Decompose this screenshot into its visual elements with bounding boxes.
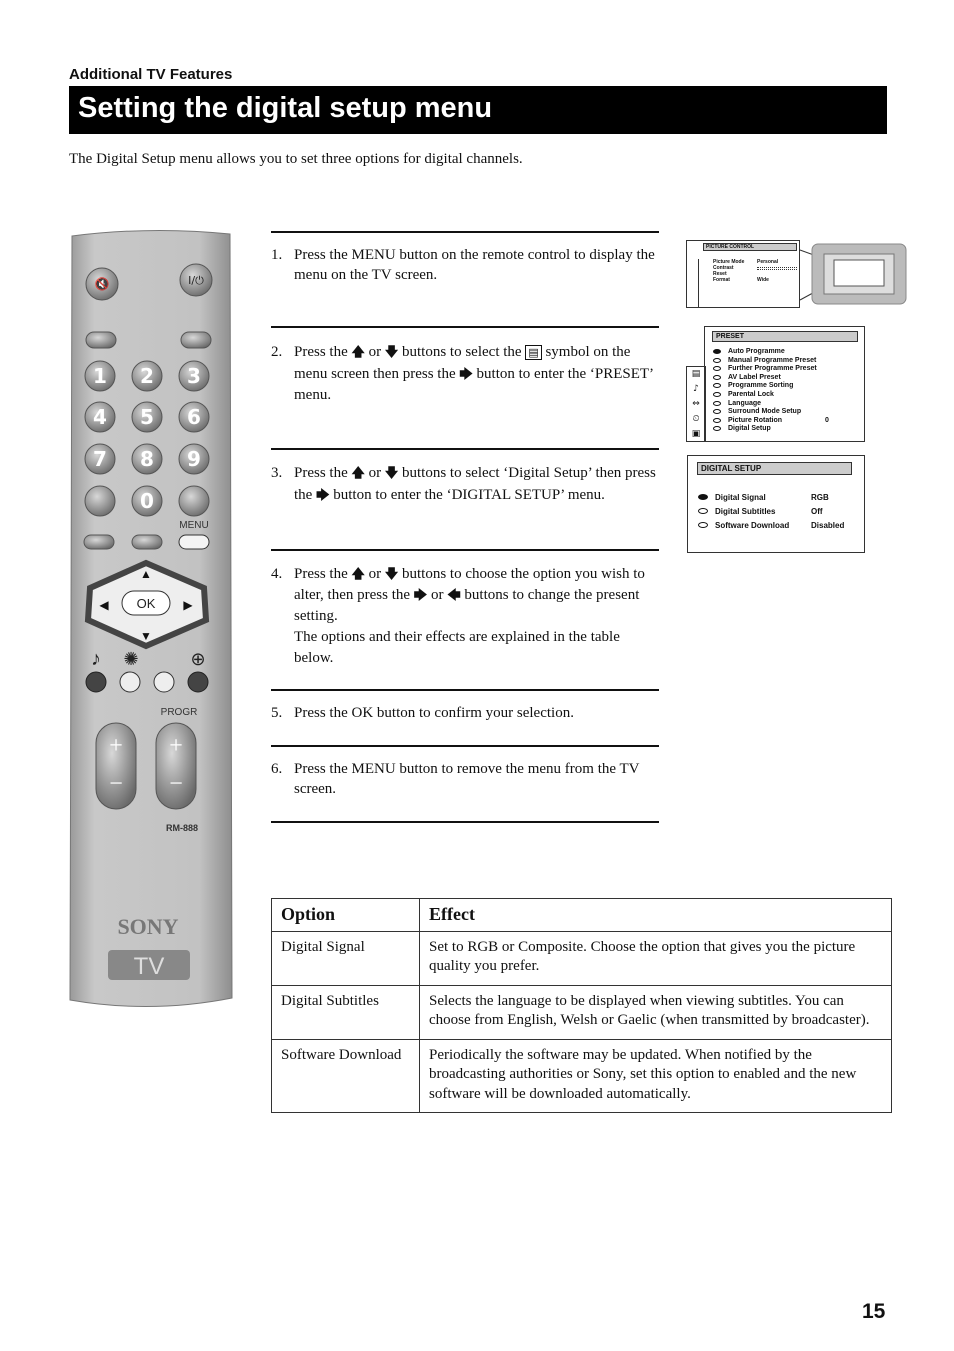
remote-digit-label: 0 — [140, 489, 154, 513]
svg-text:−: − — [169, 771, 183, 797]
screen-row-label: Digital Subtitles — [715, 507, 776, 516]
screen-header: PICTURE CONTROL — [703, 243, 797, 251]
remote-progr-label: PROGR — [160, 707, 198, 718]
step-text: or — [364, 344, 385, 360]
table-row — [272, 1039, 892, 1113]
step-text: button to enter the ‘PRESET’ menu. — [294, 365, 653, 403]
intro-text: The Digital Setup menu allows you to set three options for digital channels. — [69, 151, 523, 167]
step-text: buttons to choose the option you wish to alter, then press the — [294, 566, 645, 603]
remote-ok-label: OK — [136, 596, 156, 611]
up-arrow-icon: 🡅 — [351, 345, 365, 360]
title-bar — [69, 86, 887, 134]
step-number: 5. — [271, 705, 283, 721]
remote-digit-label: 1 — [93, 364, 107, 388]
step-text: buttons to select the — [398, 344, 526, 360]
preset-bullet — [713, 426, 721, 433]
remote-tv-label: TV — [133, 953, 165, 980]
preset-menu-item: Surround Mode Setup — [728, 408, 802, 416]
step-6 — [271, 759, 659, 799]
preset-menu-item: Picture Rotation — [728, 416, 783, 424]
remote-brand: SONY — [117, 914, 179, 939]
page-number: 15 — [862, 1300, 886, 1323]
screen-row-label: Digital Signal — [715, 493, 766, 502]
preset-menu-item: Manual Programme Preset — [728, 356, 817, 364]
svg-text:I/⏻: I/⏻ — [188, 274, 204, 287]
screen-row-value: Off — [811, 507, 823, 516]
svg-text:−: − — [109, 771, 123, 797]
down-arrow-icon: 🡇 — [384, 567, 399, 582]
remote-model-label: RM-888 — [166, 823, 199, 833]
preset-screen — [686, 326, 866, 443]
option-cell: Digital Subtitles — [272, 985, 420, 1039]
step-text: Press the — [294, 344, 352, 360]
step-divider — [271, 231, 659, 233]
preset-menu-item: Parental Lock — [728, 391, 774, 398]
preset-bullet — [713, 392, 721, 399]
step-text: button to enter the ‘DIGITAL SETUP’ menu. — [329, 486, 605, 503]
picture-rotation-value: 0 — [825, 417, 829, 424]
svg-text:+: + — [169, 733, 183, 759]
preset-bullet — [713, 409, 721, 416]
preset-bullet — [713, 349, 721, 356]
section-label: Additional TV Features — [69, 66, 233, 83]
right-arrow-icon: 🡆 — [413, 588, 428, 603]
remote-menu-label: MENU — [179, 520, 209, 531]
column-header-option: Option — [272, 899, 420, 932]
preset-menu-item: Auto Programme — [728, 348, 785, 355]
step-divider — [271, 326, 659, 328]
step-divider — [271, 821, 659, 823]
svg-text:+: + — [109, 733, 123, 759]
svg-text:▶: ▶ — [183, 598, 193, 612]
step-number: 2. — [271, 344, 283, 360]
left-arrow-icon: 🡄 — [447, 588, 461, 603]
screen-row-label: Picture Mode — [713, 259, 745, 265]
preset-bullet — [713, 366, 721, 373]
screen-header: DIGITAL SETUP — [697, 462, 852, 475]
preset-menu-item: Digital Setup — [728, 425, 771, 433]
screen-row-value: Disabled — [811, 521, 845, 530]
step-divider — [271, 689, 659, 691]
preset-menu-item: AV Label Preset — [728, 373, 781, 381]
svg-text:✺: ✺ — [123, 649, 139, 669]
options-table — [271, 898, 892, 1113]
svg-text:▼: ▼ — [140, 629, 152, 643]
svg-text:🔇: 🔇 — [94, 277, 110, 291]
remote-digit-label: 3 — [187, 364, 201, 388]
effect-cell: Set to RGB or Composite. Choose the option that gives you the picture quality you prefer. — [420, 931, 892, 985]
contrast-slider — [757, 267, 797, 270]
table-row — [272, 931, 892, 985]
step-text: Press the OK button to confirm your selection. — [294, 705, 574, 721]
option-cell: Digital Signal — [272, 931, 420, 985]
remote-control-illustration — [66, 228, 236, 1010]
step-number: 1. — [271, 247, 283, 263]
step-text: symbol on the menu screen then press the — [294, 344, 631, 382]
step-divider — [271, 448, 659, 450]
right-arrow-icon: 🡆 — [316, 487, 330, 503]
remote-round-button — [179, 486, 209, 516]
screen-row-value: RGB — [811, 493, 829, 502]
step-number: 3. — [271, 465, 283, 481]
step-text: buttons to select ‘Digital Setup’ then press the — [294, 465, 656, 503]
step-text: or — [364, 566, 385, 582]
digital-setup-screen — [687, 455, 865, 553]
preset-bullet — [713, 418, 721, 425]
step-text: or — [364, 465, 385, 481]
preset-symbol-icon: ▤ — [525, 345, 541, 360]
down-arrow-icon: 🡇 — [384, 466, 399, 481]
step-5 — [271, 703, 659, 723]
svg-text:◀: ◀ — [99, 598, 109, 612]
step-divider — [271, 745, 659, 747]
screen-header: PRESET — [712, 331, 858, 342]
screen-row-label: Contrast — [713, 265, 734, 271]
table-row — [272, 985, 892, 1039]
remote-digit-label: 7 — [93, 447, 107, 471]
step-number: 6. — [271, 761, 283, 777]
remote-digit-label: 6 — [187, 405, 201, 429]
remote-round-button — [85, 486, 115, 516]
step-4 — [271, 564, 659, 669]
step-2 — [271, 342, 659, 407]
preset-bullet — [713, 375, 721, 382]
remote-digit-label: 4 — [93, 405, 107, 429]
screen-row-label: Reset — [713, 271, 727, 277]
option-cell: Software Download — [272, 1039, 420, 1113]
remote-digit-label: 2 — [140, 364, 154, 388]
svg-text:⊕: ⊕ — [190, 649, 206, 669]
svg-text:♪: ♪ — [91, 648, 101, 670]
remote-digit-label: 8 — [140, 447, 154, 471]
step-text: buttons to change the present setting. — [294, 587, 640, 624]
step-text: The options and their effects are explained in the table below. — [294, 629, 620, 666]
preset-bullet — [713, 358, 721, 365]
screen-row-label: Software Download — [715, 521, 790, 530]
down-arrow-icon: 🡇 — [384, 345, 399, 360]
screen-row-label: Format — [713, 277, 730, 283]
preset-menu-item: Further Programme Preset — [728, 365, 817, 373]
step-text: Press the MENU button to remove the menu from the TV screen. — [294, 761, 640, 797]
up-arrow-icon: 🡅 — [351, 466, 365, 481]
screen-icon-column — [687, 259, 699, 307]
step-text: Press the MENU button on the remote control to display the menu on the TV screen. — [294, 247, 655, 283]
screen-icon-column: ▤ ♪ ⇔ ⏲ ▣ — [686, 366, 706, 442]
svg-text:▲: ▲ — [140, 567, 152, 581]
page-title: Setting the digital setup menu — [78, 92, 493, 124]
step-text: Press the — [294, 465, 352, 481]
step-3 — [271, 463, 659, 506]
tv-set-illustration — [798, 242, 908, 306]
effect-cell: Periodically the software may be updated. When notified by the broadcasting authorities or Sony, set this option to enabled and the new software will be downloaded automatically. — [420, 1039, 892, 1113]
step-divider — [271, 549, 659, 551]
remote-digit-label: 9 — [187, 447, 201, 471]
column-header-effect: Effect — [420, 899, 892, 932]
effect-cell: Selects the language to be displayed when viewing subtitles. You can choose from English, Welsh or Gaelic (when transmitted by broadcaster). — [420, 985, 892, 1039]
right-arrow-icon: 🡆 — [459, 366, 473, 382]
preset-bullet — [713, 401, 721, 408]
screen-row-value: Wide — [757, 277, 769, 283]
picture-control-screen — [686, 240, 800, 308]
table-header-row — [272, 899, 892, 932]
preset-menu-item: Language — [728, 399, 762, 407]
preset-bullet — [713, 383, 721, 390]
step-text: or — [427, 587, 448, 603]
step-1 — [271, 245, 659, 285]
preset-menu-item: Programme Sorting — [728, 382, 794, 390]
step-number: 4. — [271, 566, 283, 582]
step-text: Press the — [294, 566, 352, 582]
up-arrow-icon: 🡅 — [351, 567, 365, 582]
screen-row-value: Personal — [757, 259, 779, 265]
remote-digit-label: 5 — [140, 405, 154, 429]
